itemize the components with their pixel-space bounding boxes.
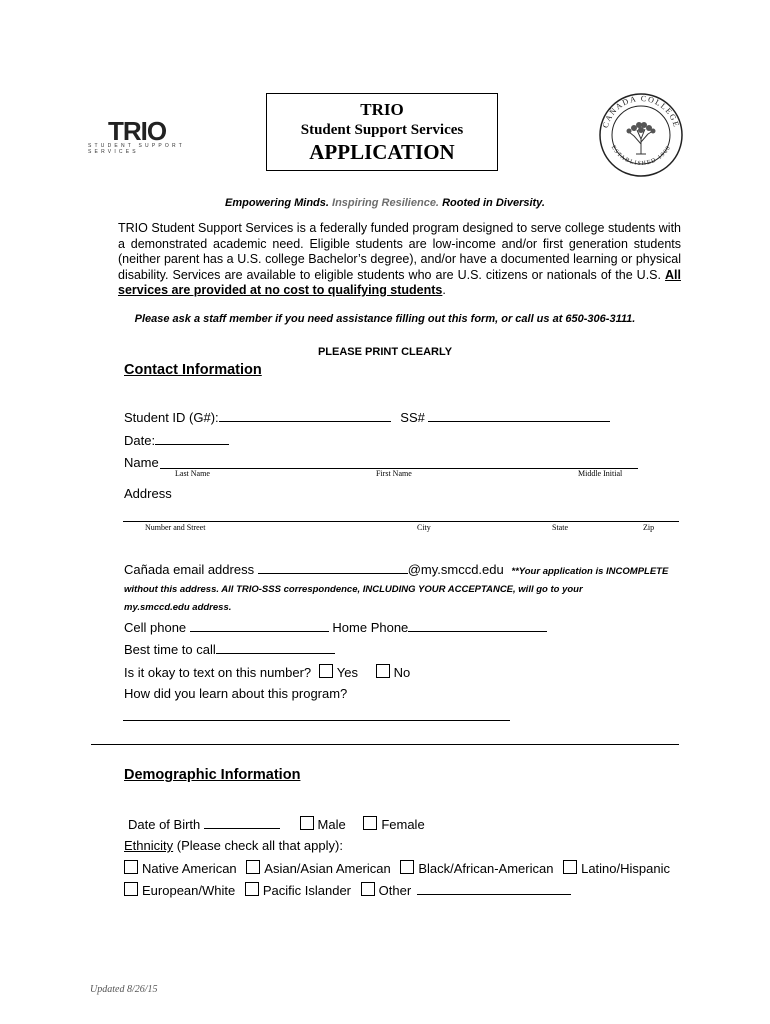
intro-paragraph (118, 221, 681, 299)
street-caption: Number and Street (145, 523, 206, 532)
pacific-islander-checkbox[interactable] (245, 882, 259, 896)
other-checkbox[interactable] (361, 882, 375, 896)
native-american-checkbox[interactable] (124, 860, 138, 874)
text-yes-checkbox[interactable] (319, 664, 333, 678)
ethnicity-options-row2 (124, 882, 571, 898)
state-caption: State (552, 523, 568, 532)
email-field[interactable] (258, 573, 408, 574)
native-american-label: Native American (142, 861, 237, 876)
tagline-part3: Rooted in Diversity. (442, 197, 545, 209)
seal-text-bottom: ESTABLISHED 1968 (609, 144, 673, 168)
demographic-heading: Demographic Information (124, 767, 301, 783)
email-row (124, 562, 668, 577)
trio-logo-text: TRIO (108, 116, 167, 146)
text-ok-label: Is it okay to text on this number? (124, 665, 312, 680)
ethnicity-row (124, 838, 343, 853)
print-clearly: PLEASE PRINT CLEARLY (317, 346, 453, 358)
dob-field[interactable] (204, 828, 280, 829)
cell-field[interactable] (190, 631, 329, 632)
middle-initial-caption: Middle Initial (578, 469, 623, 478)
black-label: Black/African-American (418, 861, 554, 876)
seal-text-top: CAÑADA COLLEGE (600, 93, 682, 129)
trio-logo-subtext: STUDENT SUPPORT SERVICES (88, 143, 185, 155)
title-box (266, 93, 498, 171)
dob-label: Date of Birth (128, 817, 201, 832)
date-label: Date: (124, 433, 156, 448)
tagline (0, 197, 770, 209)
home-phone-label: Home Phone (332, 620, 409, 635)
first-name-caption: First Name (376, 469, 412, 478)
tagline-part1: Empowering Minds. (225, 197, 329, 209)
female-label: Female (381, 817, 425, 832)
female-checkbox[interactable] (363, 816, 377, 830)
contact-heading: Contact Information (124, 362, 262, 378)
email-note-line2: without this address. All TRIO-SSS correspondence, INCLUDING YOUR ACCEPTANCE, will go to your (124, 584, 583, 595)
updated-date: Updated 8/26/15 (90, 984, 158, 995)
cell-label: Cell phone (124, 620, 187, 635)
best-time-field[interactable] (216, 653, 335, 654)
home-phone-field[interactable] (408, 631, 547, 632)
ethnicity-label: Ethnicity (124, 838, 174, 853)
best-time-row (124, 642, 335, 657)
male-label: Male (317, 817, 346, 832)
ss-field[interactable] (428, 421, 610, 422)
date-row (124, 433, 229, 448)
student-id-row (124, 410, 610, 425)
city-caption: City (417, 523, 431, 532)
asian-checkbox[interactable] (246, 860, 260, 874)
intro-text: TRIO Student Support Services is a federally funded program designed to serve college students with a demonstrated academic need. Eligible students are low-income and/or first generation students (neither parent has a U.S. college Bachelor’s degree), and/or have a documented learning or physical disability. Services are available to eligible students who are U.S. citizens or nationals of the U.S. (118, 221, 681, 282)
ethnicity-options-row1 (124, 860, 670, 876)
email-domain: @my.smccd.edu (407, 562, 504, 577)
ethnicity-hint: (Please check all that apply): (173, 838, 343, 853)
section-divider (91, 744, 679, 745)
male-checkbox[interactable] (300, 816, 314, 830)
zip-caption: Zip (643, 523, 655, 532)
black-checkbox[interactable] (400, 860, 414, 874)
dob-row (128, 816, 425, 832)
email-note-line1: **Your application is INCOMPLETE (511, 566, 669, 577)
email-note-line3: my.smccd.edu address. (124, 602, 232, 613)
other-label: Other (378, 883, 412, 898)
title-sss: Student Support Services (300, 122, 464, 138)
date-field[interactable] (155, 444, 229, 445)
best-time-label: Best time to call (124, 642, 216, 657)
text-yes-label: Yes (336, 665, 358, 680)
name-label: Name (124, 455, 159, 470)
latino-checkbox[interactable] (563, 860, 577, 874)
address-label: Address (124, 486, 172, 501)
text-ok-row (124, 664, 410, 680)
title-application: APPLICATION (309, 140, 455, 164)
address-field[interactable] (123, 521, 679, 522)
learn-field[interactable] (123, 720, 510, 721)
last-name-caption: Last Name (175, 469, 210, 478)
text-no-checkbox[interactable] (376, 664, 390, 678)
other-field[interactable] (417, 894, 571, 895)
intro-emphasis: All services are provided at no cost to qualifying students (118, 267, 681, 297)
european-label: European/White (142, 883, 236, 898)
college-seal (598, 92, 684, 178)
student-id-field[interactable] (219, 421, 391, 422)
learn-label: How did you learn about this program? (124, 686, 348, 701)
european-checkbox[interactable] (124, 882, 138, 896)
assistance-note: Please ask a staff member if you need assistance filling out this form, or call us at 650-306-3111. (134, 313, 636, 325)
title-trio: TRIO (360, 100, 404, 119)
name-row (124, 455, 159, 470)
intro-end: . (442, 283, 446, 297)
seal-graphic (598, 92, 684, 178)
ss-label: SS# (400, 410, 425, 425)
student-id-label: Student ID (G#): (124, 410, 219, 425)
email-label: Cañada email address (124, 562, 255, 577)
asian-label: Asian/Asian American (264, 861, 391, 876)
latino-label: Latino/Hispanic (581, 861, 670, 876)
trio-logo (88, 116, 218, 156)
pacific-islander-label: Pacific Islander (262, 883, 352, 898)
tagline-part2: Inspiring Resilience. (332, 197, 439, 209)
text-no-label: No (393, 665, 411, 680)
phone-row (124, 620, 547, 635)
